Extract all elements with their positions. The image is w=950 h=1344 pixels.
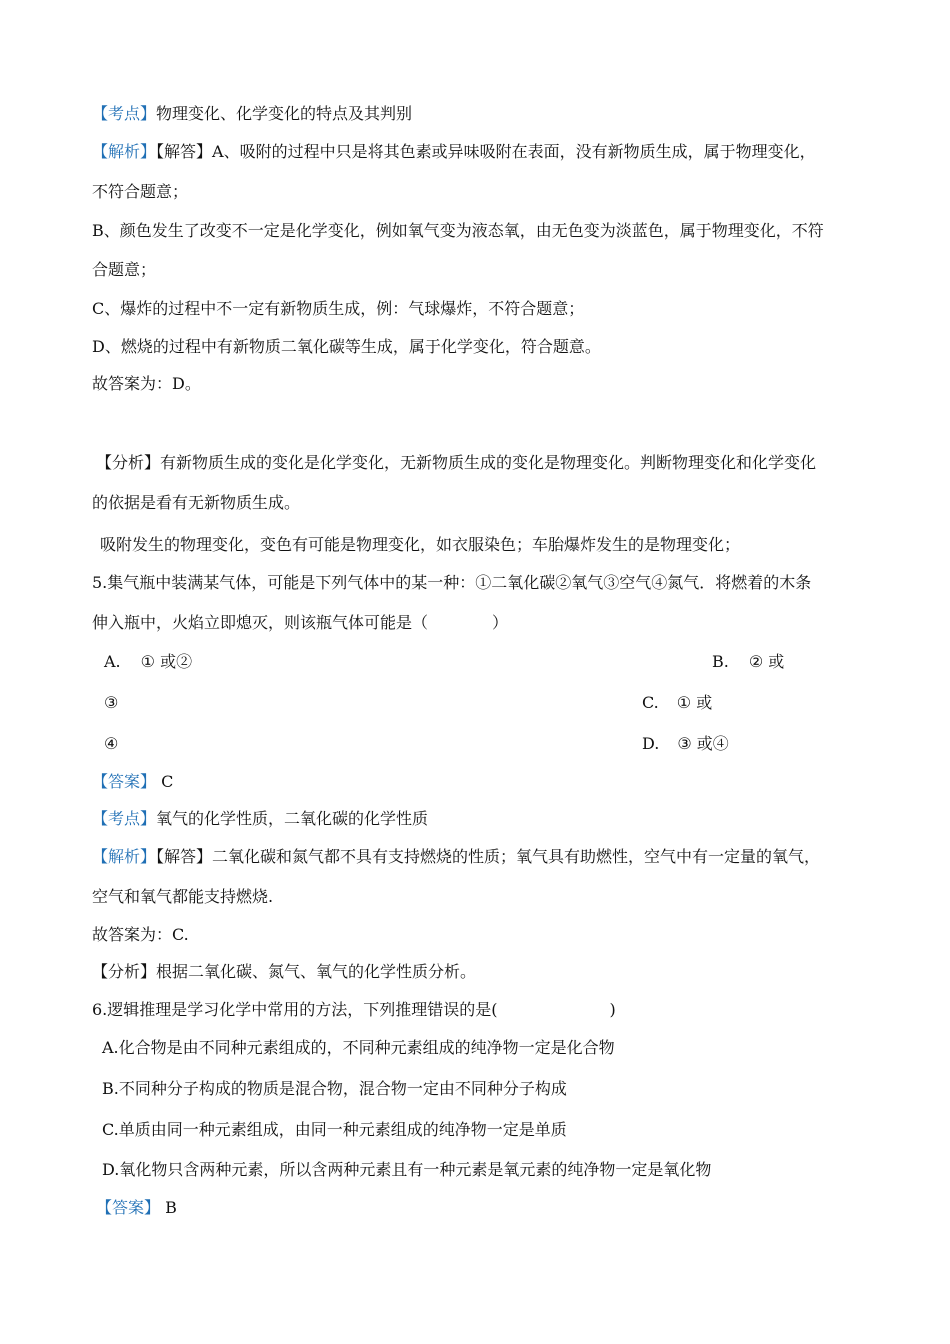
q6-option-a: A.化合物是由不同种元素组成的，不同种元素组成的纯净物一定是化合物 <box>102 1038 615 1057</box>
q5-option-c-letter: C. <box>642 693 659 712</box>
q4-jiexi-line3: B、颜色发生了改变不一定是化学变化，例如氧气变为液态氧，由无色变为淡蓝色，属于物理变化，不符 <box>92 221 824 240</box>
q5-option-c-text2: ④ <box>104 734 119 753</box>
q4-kaodian-line <box>92 104 412 124</box>
q5-option-c <box>642 693 712 713</box>
q5-option-d <box>642 734 729 754</box>
q5-jiexi-line2: 空气和氧气都能支持燃烧. <box>92 887 274 906</box>
q5-option-b-text1: ② 或 <box>748 652 785 671</box>
q5-option-a-text: ① 或② <box>140 652 193 671</box>
q4-answer-line: 故答案为：D。 <box>92 374 201 393</box>
q4-kaodian-text: 物理变化、化学变化的特点及其判别 <box>156 104 413 123</box>
q6-daan-tag: 【答案】 <box>96 1198 161 1217</box>
q6-option-d: D.氧化物只含两种元素，所以含两种元素且有一种元素是氧元素的纯净物一定是氧化物 <box>102 1160 712 1179</box>
q5-daan-text: C <box>156 772 174 791</box>
q5-kaodian-line <box>92 809 428 829</box>
q5-jiexi-text1: 【解答】二氧化碳和氮气都不具有支持燃烧的性质；氧气具有助燃性，空气中有一定量的氧气， <box>156 847 821 866</box>
q6-option-b: B.不同种分子构成的物质是混合物，混合物一定由不同种分子构成 <box>102 1079 567 1098</box>
q5-jiexi-tag: 【解析】 <box>92 847 157 866</box>
q4-jiexi-tag: 【解析】 <box>92 142 157 161</box>
q6-option-c: C.单质由同一种元素组成，由同一种元素组成的纯净物一定是单质 <box>102 1120 567 1139</box>
q4-jiexi-line6: D、燃烧的过程中有新物质二氧化碳等生成，属于化学变化，符合题意。 <box>92 337 601 356</box>
q5-daan-line <box>92 772 173 792</box>
q6-daan-text: B <box>160 1198 177 1217</box>
q4-jiexi-line2: 不符合题意； <box>92 182 189 201</box>
q5-option-c-text1: ① 或 <box>676 693 713 712</box>
q5-answer-line: 故答案为：C. <box>92 925 189 944</box>
q5-option-b-letter: B. <box>712 652 729 671</box>
q5-option-a <box>104 652 192 672</box>
q5-fenxi-line: 【分析】根据二氧化碳、氮气、氧气的化学性质分析。 <box>92 962 477 981</box>
q5-daan-tag: 【答案】 <box>92 772 157 791</box>
q6-stem: 6.逻辑推理是学习化学中常用的方法，下列推理错误的是( ) <box>92 1000 616 1019</box>
q5-option-b <box>712 652 784 672</box>
q4-fenxi-line3: 吸附发生的物理变化，变色有可能是物理变化，如衣服染色；车胎爆炸发生的是物理变化； <box>100 535 741 554</box>
q4-fenxi-line1: 【分析】有新物质生成的变化是化学变化，无新物质生成的变化是物理变化。判断物理变化和化学变化 <box>96 453 817 472</box>
q4-jiexi-line1 <box>92 142 816 162</box>
q4-jiexi-line5: C、爆炸的过程中不一定有新物质生成，例：气球爆炸，不符合题意； <box>92 299 585 318</box>
q4-jiexi-text1: 【解答】A、吸附的过程中只是将其色素或异味吸附在表面，没有新物质生成，属于物理变化， <box>156 142 816 161</box>
q5-kaodian-text: 氧气的化学性质，二氧化碳的化学性质 <box>156 809 429 828</box>
q5-option-b-text2: ③ <box>104 693 119 712</box>
q5-option-d-text: ③ 或④ <box>677 734 729 753</box>
q4-kaodian-tag: 【考点】 <box>92 104 157 123</box>
q4-fenxi-line2: 的依据是看有无新物质生成。 <box>92 493 301 512</box>
q5-option-d-letter: D. <box>642 734 660 753</box>
q5-stem-line2: 伸入瓶中，火焰立即熄灭，则该瓶气体可能是（ ） <box>92 613 509 632</box>
q5-option-a-letter: A. <box>104 652 121 671</box>
q4-jiexi-line4: 合题意； <box>92 260 157 279</box>
q5-kaodian-tag: 【考点】 <box>92 809 157 828</box>
q6-daan-line <box>96 1198 177 1218</box>
q5-stem-line1: 5.集气瓶中装满某气体，可能是下列气体中的某一种：①二氧化碳②氧气③空气④氮气．将燃着的木条 <box>92 573 812 592</box>
q5-jiexi-line1 <box>92 847 820 867</box>
